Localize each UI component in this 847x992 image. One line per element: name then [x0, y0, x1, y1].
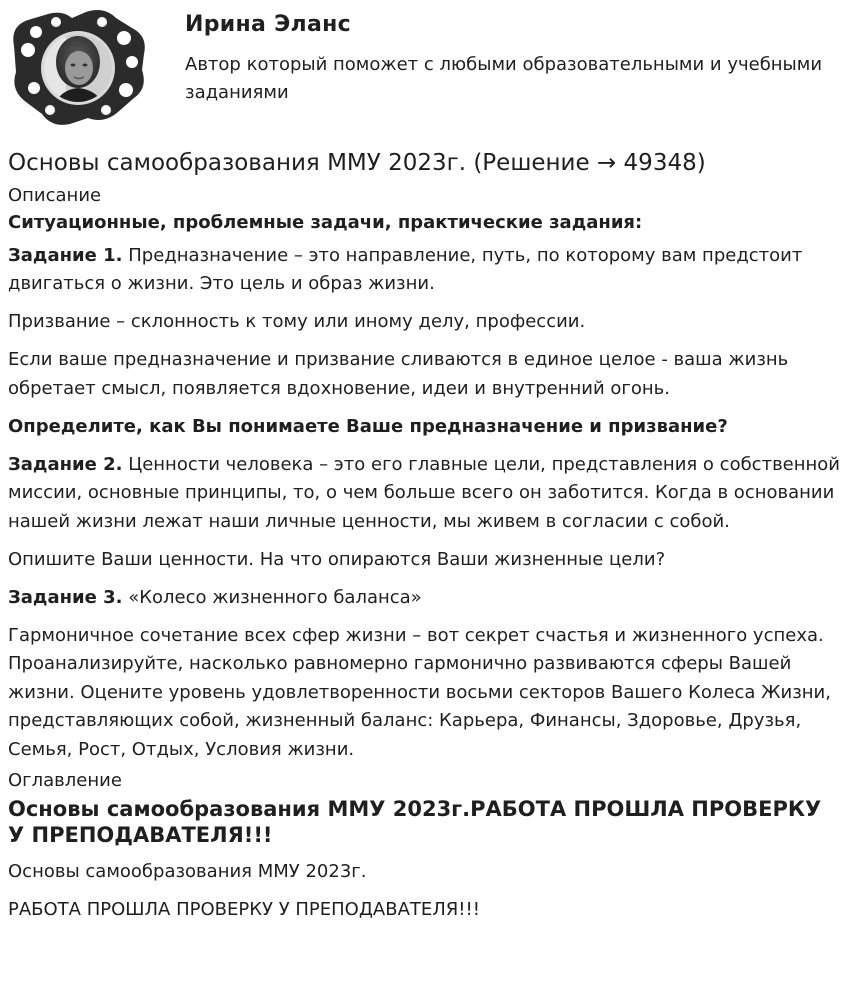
author-header [0, 0, 847, 135]
author-avatar[interactable] [6, 6, 152, 128]
task-1-label: Задание 1. [8, 244, 123, 266]
task-3-label: Задание 3. [8, 586, 123, 608]
question-1: Определите, как Вы понимаете Ваше предназначение и призвание? [8, 415, 728, 437]
toc-line-1: Основы самообразования ММУ 2023г. [8, 861, 367, 882]
task-2-text: Ценности человека – это его главные цели, представления о собственной миссии, основные принципы, то, о чем больше всего он заботится. Когда в основании нашей жизни лежат наши личные ценности, мы живем в согласии с собой. [8, 453, 840, 532]
task-1-text: Предназначение – это направление, путь, по которому вам предстоит двигаться о жизни. Это цель и образ жизни. [8, 244, 803, 294]
author-description: Автор который поможет с любыми образовательными и учебными заданиями [185, 54, 823, 103]
author-name[interactable]: Ирина Эланс [185, 12, 351, 37]
question-2: Опишите Ваши ценности. На что опираются Ваши жизненные цели? [8, 548, 666, 570]
task-2-paragraph [8, 451, 840, 537]
description-label: Описание [8, 185, 102, 206]
main-content [8, 147, 840, 934]
toc-heading: Основы самообразования ММУ 2023г.РАБОТА ПРОШЛА ПРОВЕРКУ У ПРЕПОДАВАТЕЛЯ!!! [8, 797, 822, 847]
merge-paragraph: Если ваше предназначение и призвание сливаются в единое целое - ваша жизнь обретает смысл, появляется вдохновение, идеи и внутренний огонь. [8, 349, 789, 399]
description-intro: Ситуационные, проблемные задачи, практические задания: [8, 212, 643, 233]
task-3-paragraph [8, 584, 840, 613]
task-2-label: Задание 2. [8, 453, 123, 475]
task-3-text: «Колесо жизненного баланса» [122, 586, 422, 608]
toc-label: Оглавление [8, 770, 122, 791]
toc-line-2: РАБОТА ПРОШЛА ПРОВЕРКУ У ПРЕПОДАВАТЕЛЯ!!! [8, 899, 480, 920]
task-1-paragraph [8, 242, 840, 299]
page-title: Основы самообразования ММУ 2023г. (Решение → 49348) [8, 150, 706, 176]
harmony-paragraph: Гармоничное сочетание всех сфер жизни – вот секрет счастья и жизненного успеха. Проанализируйте, насколько равномерно гармонично развиваются сферы Вашей жизни. Оцените уровень удовлетворенности восьми секторов Вашего Колеса Жизни, представляющих собой, жизненный баланс: Карьера, Финансы, Здоровье, Друзья, Семья, Рост, Отдых, Условия жизни. [8, 624, 831, 760]
calling-paragraph: Призвание – склонность к тому или иному делу, профессии. [8, 311, 586, 332]
